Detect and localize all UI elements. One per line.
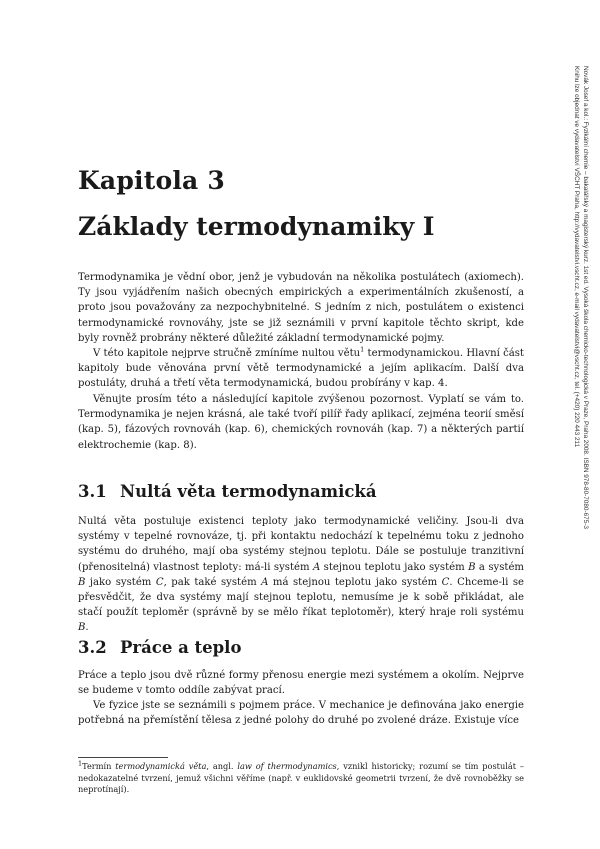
section-heading-3-1 <box>78 482 377 501</box>
symbol-c: C <box>441 576 450 588</box>
side-citation-note <box>572 66 590 586</box>
text-run: a systém <box>475 561 524 573</box>
footnote-text: , vznikl historicky; rozumí se tím postulát – nedokazatelné tvrzení, jemuž všichni věříme (např. v euklidovské geometrii tvrzení, že dvě rovnoběžky se neprotínají). <box>78 761 524 795</box>
intro-paragraph-2 <box>78 346 524 392</box>
intro-p2-start: V této kapitole nejprve stručně zmíníme nultou větu <box>93 348 361 359</box>
symbol-b: B <box>78 576 86 588</box>
footnote <box>78 761 524 796</box>
symbol-a: A <box>312 561 321 573</box>
symbol-a: A <box>261 576 269 588</box>
section-3-2-paragraph-1: Práce a teplo jsou dvě různé formy přenosu energie mezi systémem a okolím. Nejprve se budeme v tomto oddíle zabývat prací. <box>78 670 524 697</box>
text-run: . <box>85 622 89 634</box>
text-run: , pak také systém <box>163 576 262 588</box>
footnote-term-english: law of thermodynamics <box>237 761 337 771</box>
symbol-b: B <box>468 561 476 573</box>
section-3-1-paragraph <box>78 514 524 636</box>
section-title: Práce a teplo <box>120 638 242 657</box>
chapter-title: Základy termodynamiky I <box>78 212 435 241</box>
section-title: Nultá věta termodynamická <box>120 482 377 501</box>
section-number: 3.2 <box>78 638 107 657</box>
intro-paragraph-3: Věnujte prosím této a následující kapitole zvýšenou pozornost. Vyplatí se vám to. Termodynamika je nejen krásná, ale také tvoří pilíř řady aplikací, zejména teorií směsí (kap. 5), fázových rovnováh (kap. 6), chemických rovnováh (kap. 7) a některých partií elektrochemie (kap. 8). <box>78 394 524 451</box>
text-run: má stejnou teplotu jako systém <box>268 576 442 588</box>
footnote-text: , angl. <box>206 761 238 771</box>
intro-p2-end: termodynamickou. Hlavní část kapitoly bude věnována první větě termodynamické a jejím aplikacím. Další dva postuláty, druhá a třetí věta termodynamická, budou probírány v kap. 4. <box>78 348 524 390</box>
symbol-c: C <box>155 576 164 588</box>
footnote-ref: 1 <box>360 345 365 354</box>
chapter-label: Kapitola 3 <box>78 166 225 195</box>
footnote-term-czech: termodynamická věta <box>115 761 207 771</box>
section-heading-3-2 <box>78 638 241 657</box>
text-run: Nultá věta postuluje existenci teploty jako termodynamické veličiny. Jsou-li dva systémy v tepelné rovnováze, tj. při kontaktu nedochází k tepelnému toku z jednoho systému do druhého, mají oba systémy stejnou teplotu. Dále se postuluje tranzitivní (přenositelná) vlastnost teploty: má-li systém <box>78 516 524 573</box>
section-3-2-paragraph-2: Ve fyzice jste se seznámili s pojmem práce. V mechanice je definována jako energie potřebná na přemístění tělesa z jedné polohy do druhé po zvolené dráze. Existuje více <box>78 700 524 727</box>
text-run: jako systém <box>85 576 156 588</box>
footnote-divider <box>78 757 168 758</box>
side-note-line-2: Knihu lze objednat ve vydavatelství VŠCHT Praha, http://vydavatelstvi.vscht.cz, e-mail vydavatelstvi@vscht.cz, tel. (+420) 220 443 211 <box>573 66 580 448</box>
section-number: 3.1 <box>78 482 107 501</box>
symbol-b: B <box>78 622 86 634</box>
side-note-line-1: Novák Josef a kol.: Fyzikální chemie – bakalářský a magisterský kurz. 1st ed. Vysoká škola chemicko-technologická v Praze, Praha 2008. ISBN 978-80-7080-675-3 <box>582 66 589 529</box>
footnote-text: Termín <box>82 761 116 771</box>
text-run: stejnou teplotu jako systém <box>320 561 469 573</box>
text-run: . Chceme-li se přesvědčit, že dva systémy mají stejnou teplotu, nemusíme je k sobě přikládat, ale stačí použít teploměr (správně by se mělo říkat teplotoměr), který hraje roli systému <box>78 576 524 619</box>
intro-paragraph-1: Termodynamika je vědní obor, jenž je vybudován na několika postulátech (axiomech). Ty jsou vyjádřením našich obecných empirických a experimentálních zkušeností, a proto jsou považovány za nezpochybnitelné. S jedním z nich, postulátem o existenci termodynamické rovnováhy, jste se již seznámili v první kapitole těchto skript, kde byly rovněž probrány některé důležité základní termodynamické pojmy. <box>78 272 524 344</box>
footnote-mark: 1 <box>78 759 83 768</box>
